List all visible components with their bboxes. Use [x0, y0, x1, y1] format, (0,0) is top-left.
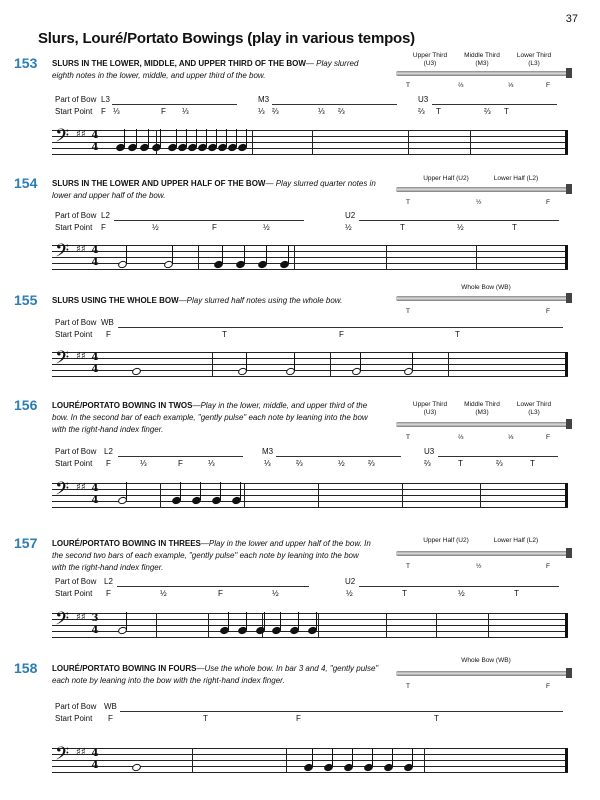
start-mark: ½	[457, 223, 464, 232]
note-stem	[236, 129, 237, 147]
start-mark: F	[212, 223, 217, 232]
start-mark: T	[434, 714, 439, 723]
key-signature-icon: ♯♯	[76, 612, 86, 623]
part-of-bow-label: Part of Bow	[55, 702, 97, 711]
note-stem	[246, 612, 247, 630]
bow-part: WB	[101, 318, 114, 327]
note-stem	[352, 749, 353, 767]
music-staff	[52, 609, 568, 637]
bow-diagram	[396, 657, 568, 717]
bow-label: Upper Third (U3)	[412, 52, 448, 67]
start-mark: T	[455, 330, 460, 339]
note-stem	[148, 129, 149, 147]
note-stem	[226, 129, 227, 147]
bow-mark: ⅓	[508, 434, 514, 441]
note-stem	[186, 129, 187, 147]
time-signature-bottom: 4	[91, 760, 99, 771]
part-of-bow-label: Part of Bow	[55, 577, 97, 586]
start-mark: ½	[272, 589, 279, 598]
note-stem	[228, 612, 229, 630]
bow-part: M3	[258, 95, 270, 104]
music-staff	[52, 744, 568, 772]
bow-label: Whole Bow (WB)	[461, 284, 511, 291]
bow-label: Lower Half (L2)	[493, 175, 539, 182]
note-head	[131, 763, 142, 773]
start-point-label: Start Point	[55, 714, 93, 723]
page-title: Slurs, Louré/Portato Bowings (play in various tempos)	[38, 30, 415, 47]
bass-clef-icon: 𝄢	[55, 241, 70, 266]
start-mark: T	[514, 589, 519, 598]
note-stem	[180, 482, 181, 500]
exercise-title: SLURS IN THE LOWER AND UPPER HALF OF THE BOW	[52, 179, 266, 188]
bow-mark: F	[546, 683, 550, 690]
start-mark: F	[106, 589, 111, 598]
bow-label: Upper Half (U2)	[423, 175, 469, 182]
exercise-number: 158	[14, 660, 38, 676]
note-stem	[216, 129, 217, 147]
note-stem	[126, 246, 127, 264]
note-stem	[200, 482, 201, 500]
start-mark: ⅓	[258, 107, 265, 116]
start-mark: F	[101, 223, 106, 232]
bow-mark: T	[406, 434, 410, 441]
exercise-description: Play in the lower, middle, and upper third of the bow. In the second bar of each example, "gently pulse" each note by leaning into the bow with the right-hand index finger.	[52, 401, 368, 434]
start-mark: T	[436, 107, 441, 116]
bow-icon	[396, 422, 568, 427]
key-signature-icon: ♯♯	[76, 244, 86, 255]
bow-label: Lower Third (L3)	[516, 52, 552, 67]
exercise-description: Play slurred eighth notes in the lower, middle, and upper third of the bow.	[52, 59, 359, 80]
note-stem	[298, 612, 299, 630]
exercise-title: SLURS IN THE LOWER, MIDDLE, AND UPPER THIRD OF THE BOW	[52, 59, 306, 68]
bow-mark: F	[546, 199, 550, 206]
time-signature-top: 4	[91, 483, 99, 494]
note-stem	[246, 129, 247, 147]
bow-part: U2	[345, 211, 356, 220]
key-signature-icon: ♯♯	[76, 351, 86, 362]
start-mark: ⅔	[496, 459, 503, 468]
time-signature-top: 3	[91, 613, 99, 624]
part-of-bow-label: Part of Bow	[55, 95, 97, 104]
bow-icon	[396, 71, 568, 76]
bow-label: Upper Half (U2)	[423, 537, 469, 544]
start-mark: F	[178, 459, 183, 468]
note-stem	[244, 246, 245, 264]
bow-part: U3	[418, 95, 429, 104]
part-of-bow-label: Part of Bow	[55, 211, 97, 220]
start-mark: F	[101, 107, 106, 116]
bow-mark: T	[406, 308, 410, 315]
exercise-number: 157	[14, 535, 38, 551]
time-signature-bottom: 4	[91, 142, 99, 153]
exercise-title: LOURÉ/PORTATO BOWING IN FOURS	[52, 664, 197, 673]
start-point-label: Start Point	[55, 107, 93, 116]
time-signature-bottom: 4	[91, 495, 99, 506]
bow-part: L2	[104, 577, 113, 586]
start-mark: T	[203, 714, 208, 723]
start-mark: ⅓	[140, 459, 147, 468]
start-mark: T	[402, 589, 407, 598]
bow-part: L2	[104, 447, 113, 456]
bow-label: Whole Bow (WB)	[461, 657, 511, 664]
note-stem	[176, 129, 177, 147]
exercise-description: Play slurred quarter notes in lower and upper half of the bow.	[52, 179, 376, 200]
bow-diagram	[396, 175, 568, 235]
exercise-description: Use the whole bow. In bar 3 and 4, "gently pulse" each note by leaning into the bow with the right-hand index finger.	[52, 664, 379, 685]
exercise-description: Play in the lower and upper half of the bow. In the second two bars of each example, "gently pulse" each note by leaning into the bow with the right-hand index finger.	[52, 539, 371, 572]
start-mark: T	[400, 223, 405, 232]
note-stem	[126, 482, 127, 500]
start-mark: T	[504, 107, 509, 116]
time-signature-top: 4	[91, 352, 99, 363]
bow-label: Upper Third (U3)	[412, 401, 448, 416]
bow-mark: F	[546, 308, 550, 315]
bow-diagram	[396, 537, 568, 597]
bow-mark: T	[406, 82, 410, 89]
start-mark: ⅔	[424, 459, 431, 468]
bow-part: WB	[104, 702, 117, 711]
bow-part: L2	[101, 211, 110, 220]
note-head	[131, 367, 142, 377]
time-signature-top: 4	[91, 245, 99, 256]
exercise-number: 155	[14, 292, 38, 308]
bow-mark: ⅔	[458, 434, 464, 441]
bow-part: L3	[101, 95, 110, 104]
bow-mark: ⅔	[458, 82, 464, 89]
start-mark: F	[339, 330, 344, 339]
note-stem	[294, 353, 295, 371]
bow-label: Middle Third (M3)	[464, 401, 500, 416]
key-signature-icon: ♯♯	[76, 482, 86, 493]
bow-mark: T	[406, 199, 410, 206]
note-stem	[222, 246, 223, 264]
bow-part: U2	[345, 577, 356, 586]
bow-icon	[396, 551, 568, 556]
note-stem	[136, 129, 137, 147]
bow-label: Middle Third (M3)	[464, 52, 500, 67]
start-mark: F	[108, 714, 113, 723]
start-point-label: Start Point	[55, 459, 93, 468]
page-number: 37	[565, 13, 578, 25]
start-mark: ⅓	[182, 107, 189, 116]
start-mark: ⅔	[418, 107, 425, 116]
note-stem	[206, 129, 207, 147]
start-mark: ⅔	[272, 107, 279, 116]
note-stem	[266, 246, 267, 264]
note-stem	[126, 612, 127, 630]
start-mark: ½	[346, 589, 353, 598]
bass-clef-icon: 𝄢	[55, 479, 70, 504]
exercise-number: 154	[14, 175, 38, 191]
exercise-title: LOURÉ/PORTATO BOWING IN THREES	[52, 539, 201, 548]
note-stem	[412, 749, 413, 767]
bass-clef-icon: 𝄢	[55, 609, 70, 634]
note-stem	[220, 482, 221, 500]
bass-clef-icon: 𝄢	[55, 744, 70, 769]
start-point-label: Start Point	[55, 223, 93, 232]
note-stem	[172, 246, 173, 264]
start-mark: ⅔	[368, 459, 375, 468]
start-point-label: Start Point	[55, 330, 93, 339]
note-stem	[316, 612, 317, 630]
note-stem	[372, 749, 373, 767]
start-mark: ⅓	[113, 107, 120, 116]
bow-icon	[396, 187, 568, 192]
exercise-description: Play slurred half notes using the whole bow.	[186, 296, 343, 305]
bow-mark: F	[546, 434, 550, 441]
note-stem	[240, 482, 241, 500]
bow-mark: F	[546, 82, 550, 89]
time-signature-top: 4	[91, 748, 99, 759]
start-mark: F	[106, 330, 111, 339]
start-mark: ⅓	[208, 459, 215, 468]
start-mark: ½	[263, 223, 270, 232]
exercise-number: 153	[14, 55, 38, 71]
start-point-label: Start Point	[55, 589, 93, 598]
start-mark: T	[222, 330, 227, 339]
start-mark: ½	[152, 223, 159, 232]
part-of-bow-label: Part of Bow	[55, 447, 97, 456]
start-mark: F	[296, 714, 301, 723]
bow-mark: ½	[476, 199, 482, 206]
start-mark: ⅔	[338, 107, 345, 116]
bow-diagram	[396, 284, 568, 344]
note-stem	[264, 612, 265, 630]
note-stem	[392, 749, 393, 767]
music-staff	[52, 348, 568, 376]
start-mark: ⅓	[318, 107, 325, 116]
bow-part: M3	[262, 447, 274, 456]
bow-diagram	[396, 401, 568, 461]
start-mark: ⅔	[484, 107, 491, 116]
start-mark: F	[218, 589, 223, 598]
key-signature-icon: ♯♯	[76, 747, 86, 758]
exercise-title: LOURÉ/PORTATO BOWING IN TWOS	[52, 401, 193, 410]
bass-clef-icon: 𝄢	[55, 348, 70, 373]
start-mark: ½	[458, 589, 465, 598]
exercise-title: SLURS USING THE WHOLE BOW	[52, 296, 179, 305]
bow-label: Lower Half (L2)	[493, 537, 539, 544]
time-signature-bottom: 4	[91, 257, 99, 268]
start-mark: ½	[160, 589, 167, 598]
music-staff	[52, 479, 568, 507]
note-stem	[312, 749, 313, 767]
start-mark: F	[106, 459, 111, 468]
bow-mark: T	[406, 563, 410, 570]
start-mark: ⅔	[296, 459, 303, 468]
music-staff	[52, 241, 568, 269]
note-stem	[412, 353, 413, 371]
bow-mark: ⅓	[508, 82, 514, 89]
bow-icon	[396, 296, 568, 301]
note-stem	[124, 129, 125, 147]
bow-mark: F	[546, 563, 550, 570]
start-mark: ½	[338, 459, 345, 468]
bow-icon	[396, 671, 568, 676]
bow-mark: T	[406, 683, 410, 690]
part-of-bow-label: Part of Bow	[55, 318, 97, 327]
note-stem	[196, 129, 197, 147]
bow-mark: ½	[476, 563, 482, 570]
note-stem	[332, 749, 333, 767]
key-signature-icon: ♯♯	[76, 129, 86, 140]
start-mark: T	[512, 223, 517, 232]
note-stem	[360, 353, 361, 371]
note-stem	[288, 246, 289, 264]
start-mark: T	[530, 459, 535, 468]
start-mark: F	[161, 107, 166, 116]
note-stem	[160, 129, 161, 147]
music-staff	[52, 126, 568, 154]
start-mark: ½	[345, 223, 352, 232]
bass-clef-icon: 𝄢	[55, 126, 70, 151]
bow-part: U3	[424, 447, 435, 456]
time-signature-bottom: 4	[91, 625, 99, 636]
time-signature-top: 4	[91, 130, 99, 141]
time-signature-bottom: 4	[91, 364, 99, 375]
start-mark: ⅓	[264, 459, 271, 468]
start-mark: T	[458, 459, 463, 468]
exercise-number: 156	[14, 397, 38, 413]
note-stem	[246, 353, 247, 371]
note-stem	[280, 612, 281, 630]
bow-label: Lower Third (L3)	[516, 401, 552, 416]
